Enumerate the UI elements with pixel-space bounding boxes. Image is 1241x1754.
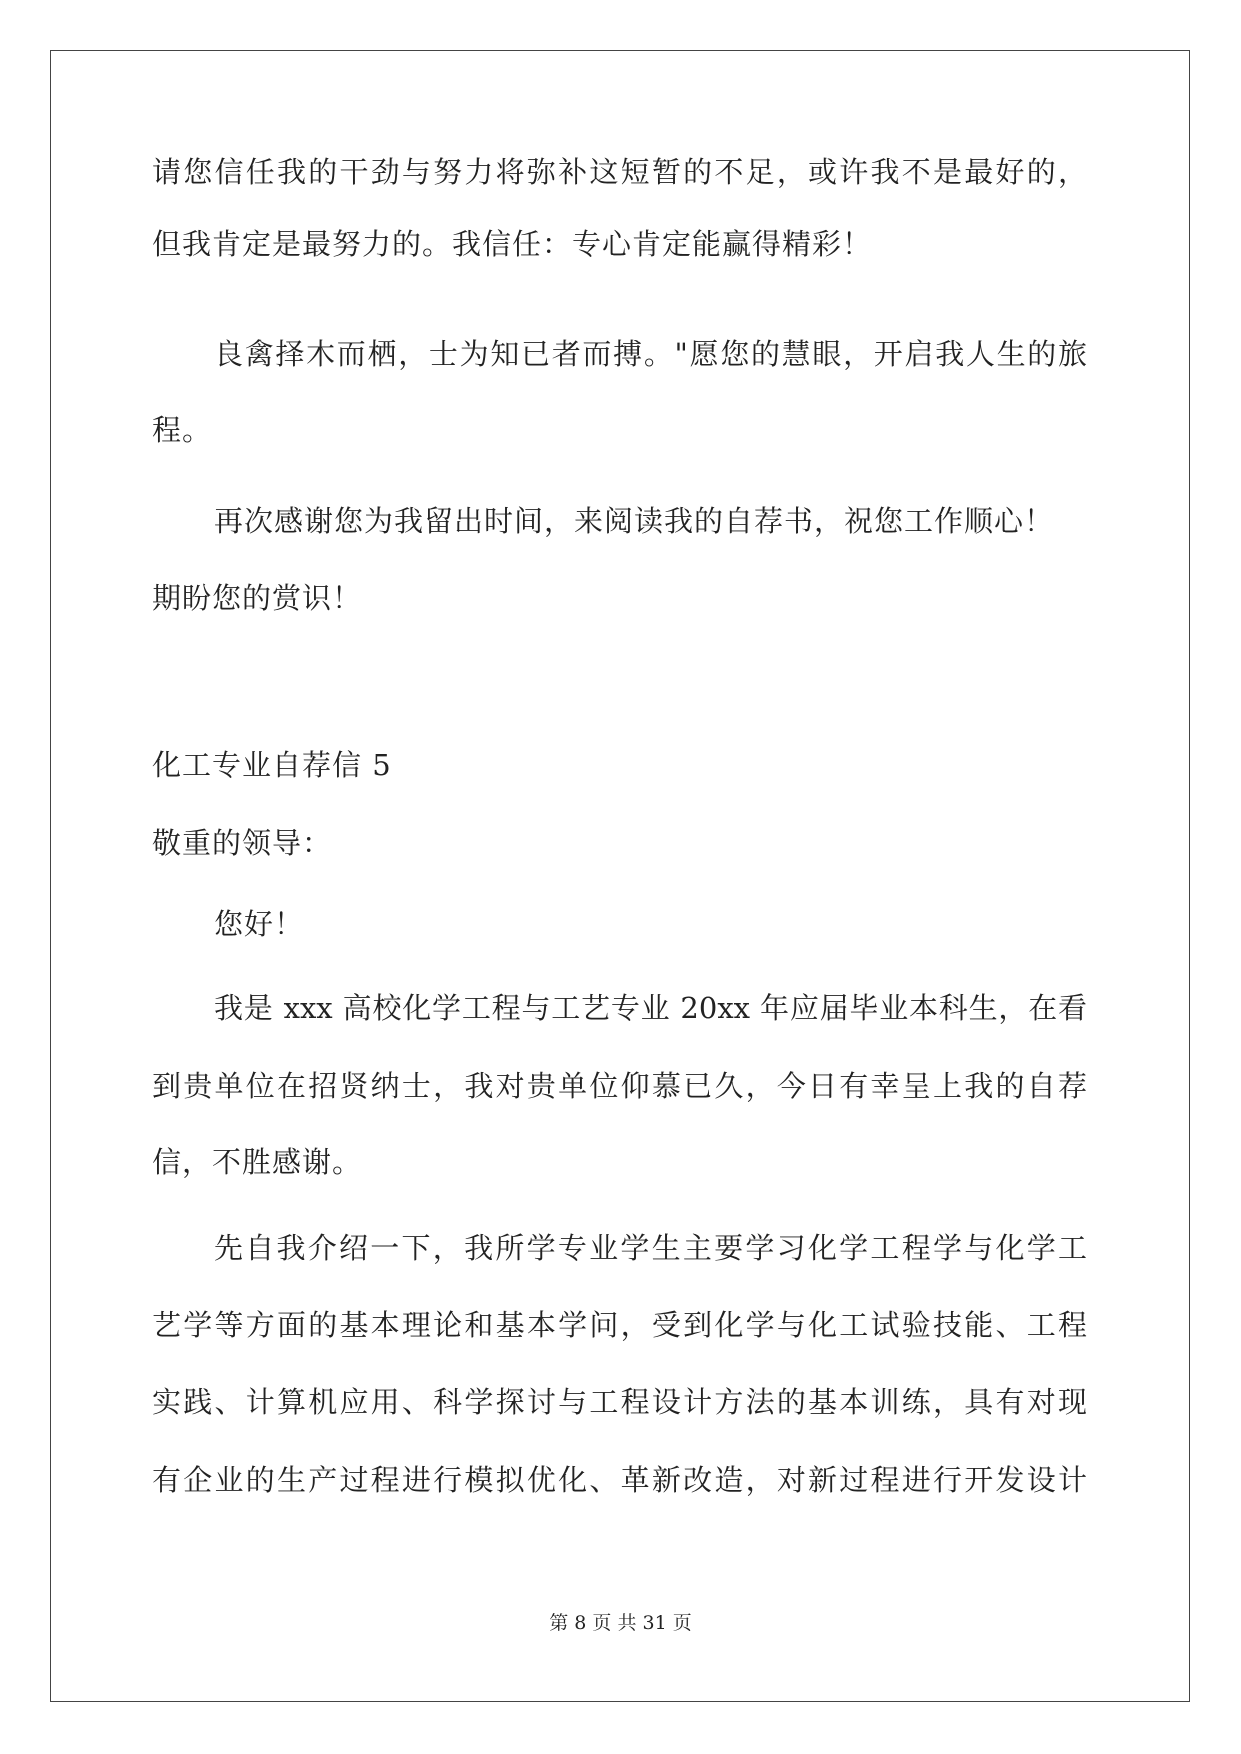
text-line: 程。 — [152, 413, 213, 447]
text-line: 到贵单位在招贤纳士，我对贵单位仰慕已久，今日有幸呈上我的自荐 — [152, 1069, 1087, 1103]
text-line: 我是 xxx 高校化学工程与工艺专业 20xx 年应届毕业本科生，在看 — [214, 991, 1087, 1025]
text-line: 信，不胜感谢。 — [152, 1145, 363, 1179]
text-line: 良禽择木而栖，士为知已者而搏。"愿您的慧眼，开启我人生的旅 — [214, 337, 1087, 371]
section-heading: 化工专业自荐信 5 — [152, 748, 392, 782]
text-line: 期盼您的赏识！ — [152, 581, 363, 615]
text-line: 但我肯定是最努力的。我信任：专心肯定能赢得精彩！ — [152, 227, 873, 261]
text-line: 艺学等方面的基本理论和基本学问，受到化学与化工试验技能、工程 — [152, 1308, 1087, 1342]
text-line: 再次感谢您为我留出时间，来阅读我的自荐书，祝您工作顺心！ — [214, 504, 1055, 538]
text-line: 实践、计算机应用、科学探讨与工程设计方法的基本训练，具有对现 — [152, 1385, 1087, 1419]
text-line: 有企业的生产过程进行模拟优化、革新改造，对新过程进行开发设计 — [152, 1463, 1087, 1497]
text-line: 请您信任我的干劲与努力将弥补这短暂的不足，或许我不是最好的， — [152, 155, 1087, 189]
salutation: 敬重的领导： — [152, 826, 333, 860]
text-line: 先自我介绍一下，我所学专业学生主要学习化学工程学与化学工 — [214, 1231, 1087, 1265]
greeting: 您好！ — [214, 907, 305, 941]
page-number-footer: 第 8 页 共 31 页 — [549, 1612, 692, 1634]
page-frame — [50, 50, 1190, 1702]
